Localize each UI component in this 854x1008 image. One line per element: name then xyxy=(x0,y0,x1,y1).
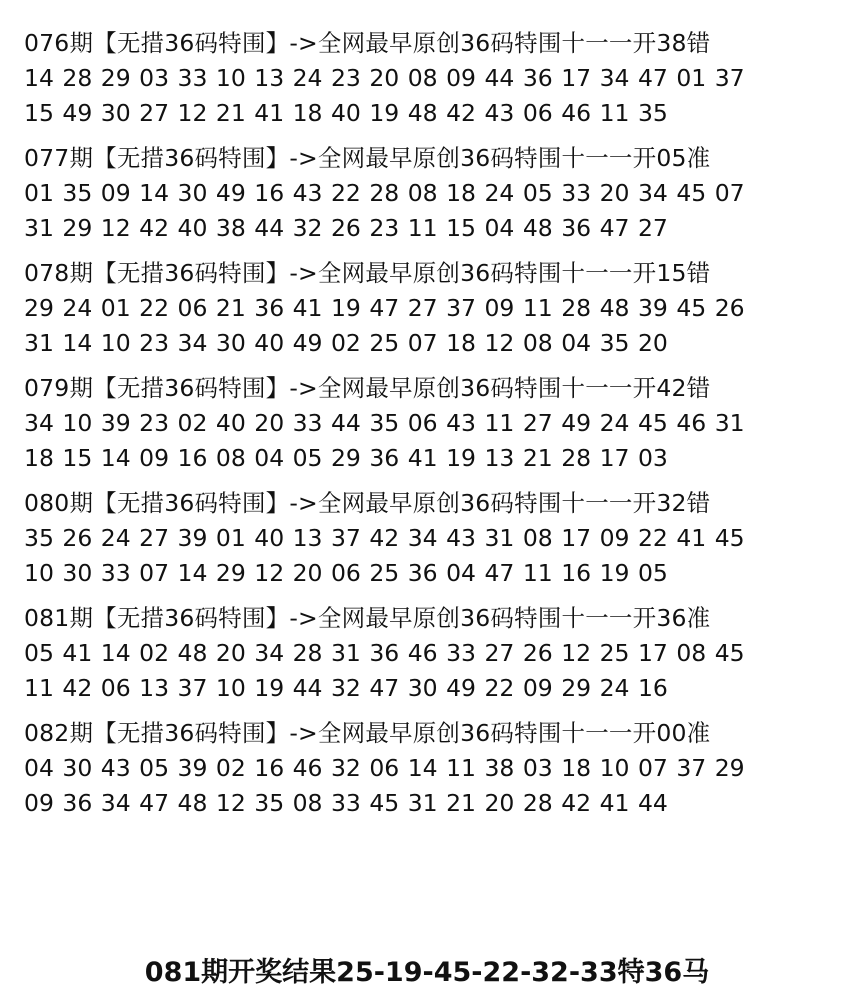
record-header: 082期【无措36码特围】->全网最早原创36码特围十一一开00准 xyxy=(24,719,711,747)
record-header: 081期【无措36码特围】->全网最早原创36码特围十一一开36准 xyxy=(24,604,711,632)
record-080 xyxy=(24,486,834,591)
record-numbers-line-1: 35 26 24 27 39 01 40 13 37 42 34 43 31 08 17 09 22 41 45 xyxy=(24,524,745,552)
record-numbers-line-2: 15 49 30 27 12 21 41 18 40 19 48 42 43 06 46 11 35 xyxy=(24,99,668,127)
record-numbers-line-2: 18 15 14 09 16 08 04 05 29 36 41 19 13 21 28 17 03 xyxy=(24,444,668,472)
record-079 xyxy=(24,371,834,476)
record-numbers-line-2: 10 30 33 07 14 29 12 20 06 25 36 04 47 11 16 19 05 xyxy=(24,559,668,587)
record-076 xyxy=(24,26,834,131)
record-header: 078期【无措36码特围】->全网最早原创36码特围十一一开15错 xyxy=(24,259,711,287)
record-numbers-line-1: 29 24 01 22 06 21 36 41 19 47 27 37 09 11 28 48 39 45 26 xyxy=(24,294,745,322)
record-numbers-line-1: 34 10 39 23 02 40 20 33 44 35 06 43 11 27 49 24 45 46 31 xyxy=(24,409,745,437)
records-list xyxy=(24,26,834,831)
record-numbers-line-1: 05 41 14 02 48 20 34 28 31 36 46 33 27 26 12 25 17 08 45 xyxy=(24,639,745,667)
record-numbers-line-1: 14 28 29 03 33 10 13 24 23 20 08 09 44 36 17 34 47 01 37 xyxy=(24,64,745,92)
record-numbers-line-2: 31 29 12 42 40 38 44 32 26 23 11 15 04 48 36 47 27 xyxy=(24,214,668,242)
record-081 xyxy=(24,601,834,706)
record-header: 077期【无措36码特围】->全网最早原创36码特围十一一开05准 xyxy=(24,144,711,172)
record-077 xyxy=(24,141,834,246)
record-header: 080期【无措36码特围】->全网最早原创36码特围十一一开32错 xyxy=(24,489,711,517)
record-numbers-line-1: 04 30 43 05 39 02 16 46 32 06 14 11 38 03 18 10 07 37 29 xyxy=(24,754,745,782)
record-numbers-line-2: 09 36 34 47 48 12 35 08 33 45 31 21 20 28 42 41 44 xyxy=(24,789,668,817)
record-header: 076期【无措36码特围】->全网最早原创36码特围十一一开38错 xyxy=(24,29,711,57)
record-numbers-line-1: 01 35 09 14 30 49 16 43 22 28 08 18 24 05 33 20 34 45 07 xyxy=(24,179,745,207)
record-numbers-line-2: 11 42 06 13 37 10 19 44 32 47 30 49 22 09 29 24 16 xyxy=(24,674,668,702)
record-082 xyxy=(24,716,834,821)
record-078 xyxy=(24,256,834,361)
record-numbers-line-2: 31 14 10 23 34 30 40 49 02 25 07 18 12 08 04 35 20 xyxy=(24,329,668,357)
record-header: 079期【无措36码特围】->全网最早原创36码特围十一一开42错 xyxy=(24,374,711,402)
draw-result-footer: 081期开奖结果25-19-45-22-32-33特36马 xyxy=(144,957,710,988)
